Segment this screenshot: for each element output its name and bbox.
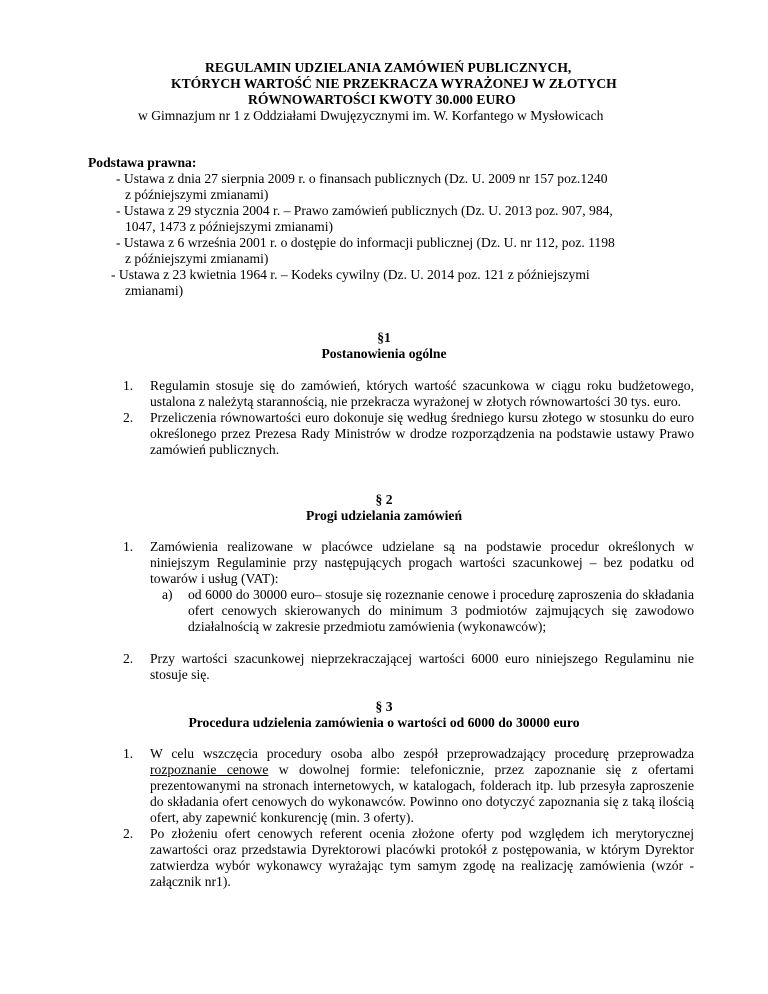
- subitem-text: od 6000 do 30000 euro– stosuje się rozeznanie cenowe i procedurę zaproszenia do składania ofert cenowych skierowanych do minimum 3 podmiotów zajmujących się zawodowo działalnością w zakresie przedmiotu zamówienia (wykonawców);: [188, 587, 694, 634]
- list-item: [123, 746, 694, 826]
- list-item: [123, 651, 694, 683]
- item-text: Przeliczenia równowartości euro dokonuje się według średniego kursu złotego w stosunku do euro określonego przez Prezesa Rady Ministrów w drodze rozporządzenia na podstawie ustawy Prawo zamówień publicznych.: [150, 410, 694, 457]
- list-item: [123, 410, 694, 458]
- title-line-2: KTÓRYCH WARTOŚĆ NIE PRZEKRACZA WYRAŻONEJ W ZŁOTYCH: [171, 76, 617, 91]
- title-line-3: RÓWNOWARTOŚCI KWOTY 30.000 EURO: [248, 92, 516, 107]
- item-number: 2.: [123, 410, 134, 425]
- school-subtitle: w Gimnazjum nr 1 z Oddziałami Dwujęzycznymi im. W. Korfantego w Mysłowicach: [138, 108, 604, 123]
- list-item: [123, 826, 694, 890]
- section-2-list-cont: [123, 651, 694, 683]
- basis-item-4-line-2: zmianami): [125, 283, 184, 298]
- item-text: Po złożeniu ofert cenowych referent ocenia złożone oferty pod względem ich merytorycznej zawartości oraz przedstawia Dyrektorowi placówki protokół z postępowania, w którym Dyrektor zatwierdza wybór wykonawcy wyrażając tym samym zgodę na realizację zamówienia (wzór - załącznik nr1).: [150, 826, 694, 889]
- item-text: w dowolnej formie: telefonicznie, przez zapoznanie się z ofertami prezentowanymi na stronach internetowych, w katalogach, folderach itp. lub przesyła zaproszenie do składania ofert cenowych do wykonawców. Powinno ono dotyczyć zapoznania się z taką ilością ofert, aby zapewnić konkurencję (min. 3 oferty).: [150, 762, 694, 825]
- basis-item-1-line-1: - Ustawa z dnia 27 sierpnia 2009 r. o finansach publicznych (Dz. U. 2009 nr 157 poz.1240: [116, 171, 608, 186]
- item-number: 1.: [123, 378, 134, 393]
- item-text: Regulamin stosuje się do zamówień, których wartość szacunkowa w ciągu roku budżetowego, ustalona z należytą starannością, nie przekracza wyrażonej w złotych równowartości 30 tys. euro.: [150, 378, 694, 409]
- title-line-1: REGULAMIN UDZIELANIA ZAMÓWIEŃ PUBLICZNYCH,: [205, 60, 572, 75]
- section-2-list: [123, 539, 694, 587]
- section-2-number: § 2: [375, 492, 393, 507]
- basis-item-4-line-1: - Ustawa z 23 kwietnia 1964 r. – Kodeks cywilny (Dz. U. 2014 poz. 121 z późniejszymi: [111, 267, 590, 282]
- item-number: 1.: [123, 539, 134, 554]
- item-number: 2.: [123, 651, 134, 666]
- list-item: [123, 378, 694, 410]
- basis-item-2-line-1: - Ustawa z 29 stycznia 2004 r. – Prawo zamówień publicznych (Dz. U. 2013 poz. 907, 984,: [116, 203, 613, 218]
- item-text-pre: W celu wszczęcia procedury osoba albo zespół przeprowadzający procedurę przeprowadza: [150, 746, 694, 761]
- section-1-number: §1: [377, 330, 391, 345]
- section-2-title: Progi udzielania zamówień: [305, 508, 463, 523]
- item-text: Przy wartości szacunkowej nieprzekraczającej wartości 6000 euro niniejszego Regulaminu nie stosuje się.: [150, 651, 694, 682]
- list-item: [123, 539, 694, 587]
- item-number: 2.: [123, 826, 134, 841]
- basis-heading: Podstawa prawna:: [88, 155, 197, 170]
- item-text: Zamówienia realizowane w placówce udzielane są na podstawie procedur określonych w niniejszym Regulaminie przy następujących progach wartości szacunkowej – bez podatku od towarów i usług (VAT):: [150, 539, 694, 586]
- underlined-term: rozpoznanie cenowe: [150, 762, 269, 777]
- basis-item-1-line-2: z późniejszymi zmianami): [125, 187, 269, 202]
- section-3-number: § 3: [375, 699, 393, 714]
- section-2-subitem-a: [162, 587, 694, 635]
- basis-item-2-line-2: 1047, 1473 z późniejszymi zmianami): [125, 219, 334, 234]
- subitem-letter: a): [162, 587, 173, 602]
- item-number: 1.: [123, 746, 134, 761]
- section-3-title: Procedura udzielenia zamówienia o wartości od 6000 do 30000 euro: [188, 715, 580, 730]
- basis-item-3-line-1: - Ustawa z 6 września 2001 r. o dostępie do informacji publicznej (Dz. U. nr 112, poz. 1198: [116, 235, 615, 250]
- basis-item-3-line-2: z późniejszymi zmianami): [125, 251, 269, 266]
- section-1-title: Postanowienia ogólne: [321, 346, 447, 361]
- section-1-list: [123, 378, 694, 458]
- section-3-list: [123, 746, 694, 890]
